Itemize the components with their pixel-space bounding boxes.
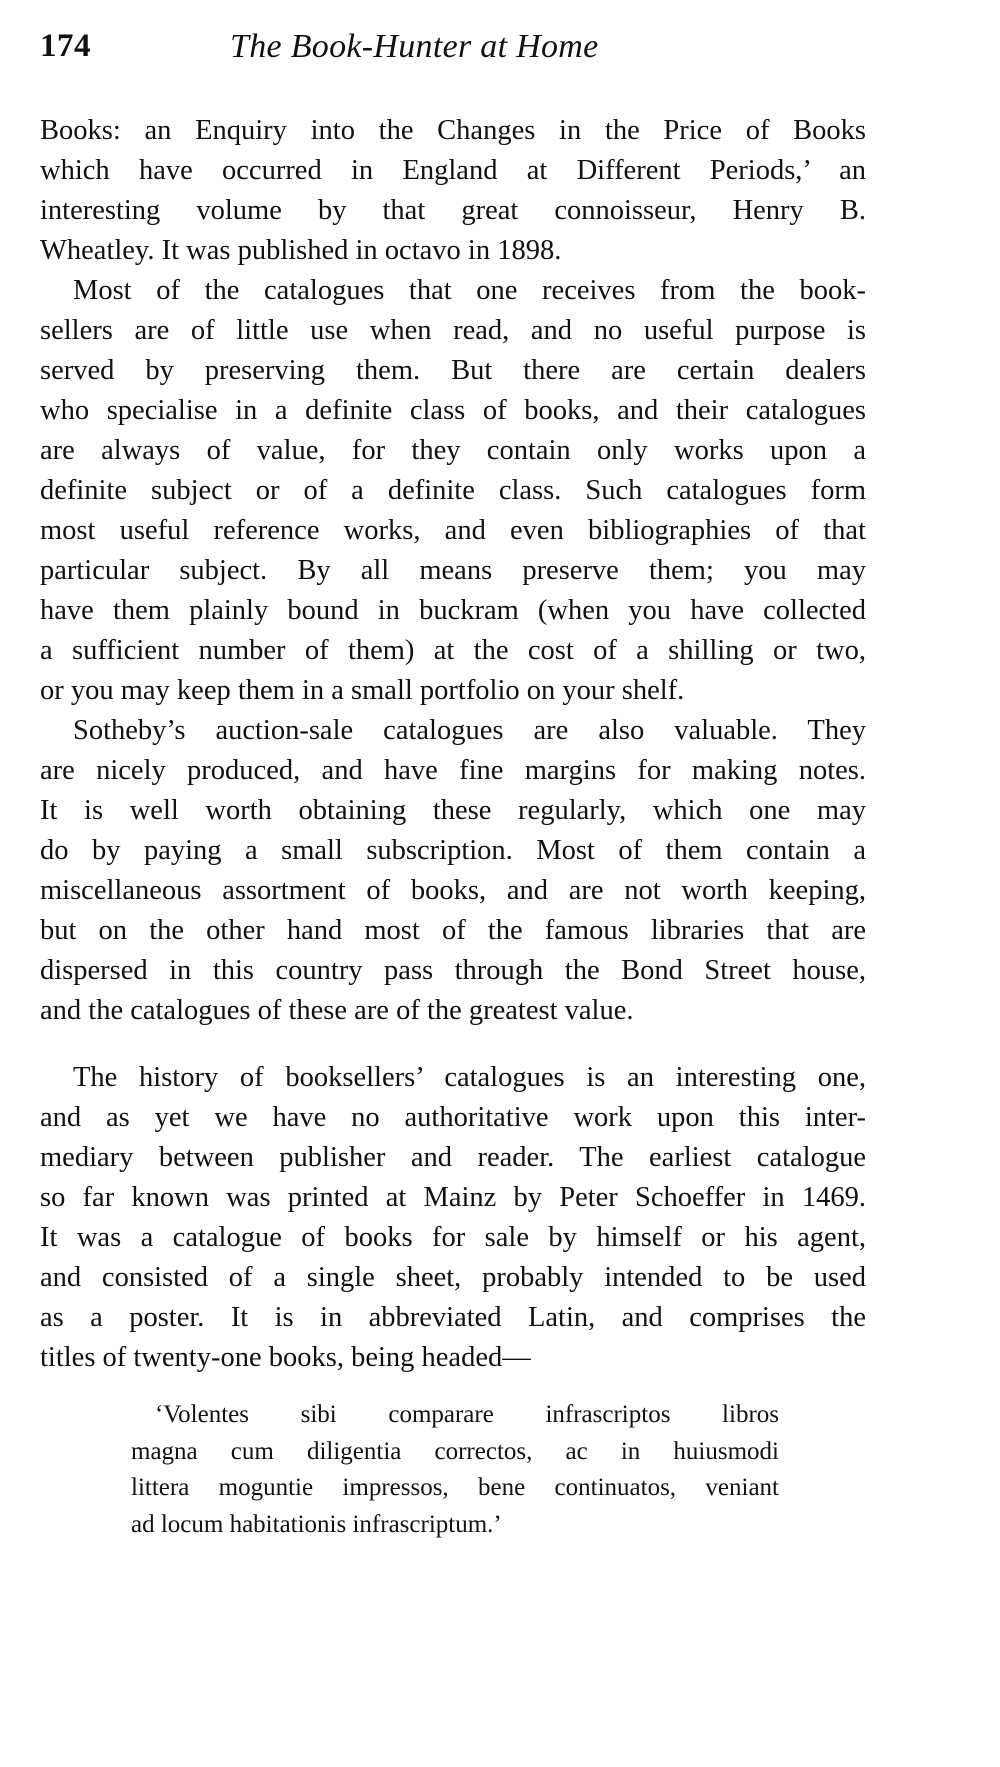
body-text (40, 111, 866, 1378)
text-line: Books: an Enquiry into the Changes in the Price of Books (40, 115, 866, 146)
text-line: are nicely produced, and have fine margins for making notes. (40, 755, 866, 786)
text-line: but on the other hand most of the famous libraries that are (40, 915, 866, 946)
text-line: and consisted of a single sheet, probably intended to be used (40, 1262, 866, 1293)
section-break (40, 1031, 866, 1058)
running-title: The Book-Hunter at Home (230, 28, 599, 65)
block-quote (131, 1397, 779, 1543)
text-line: a sufficient number of them) at the cost of a shilling or two, (40, 635, 866, 666)
text-line: most useful reference works, and even bibliographies of that (40, 515, 866, 546)
text-line: as a poster. It is in abbreviated Latin, and comprises the (40, 1302, 866, 1333)
text-line: Wheatley. It was published in octavo in 1898. (40, 235, 562, 266)
text-line: It was a catalogue of books for sale by himself or his agent, (40, 1222, 866, 1253)
paragraph-1 (40, 111, 866, 271)
paragraph-4 (40, 1058, 866, 1378)
text-line: served by preserving them. But there are certain dealers (40, 355, 866, 386)
text-line: definite subject or of a definite class. Such catalogues form (40, 475, 866, 506)
quote-line: ad locum habitationis infrascriptum.’ (131, 1510, 502, 1538)
page-header (40, 28, 870, 78)
text-line: miscellaneous assortment of books, and are not worth keeping, (40, 875, 866, 906)
text-line: particular subject. By all means preserve them; you may (40, 555, 866, 586)
text-line: who specialise in a definite class of books, and their catalogues (40, 395, 866, 426)
text-line: or you may keep them in a small portfolio on your shelf. (40, 675, 685, 706)
paragraph-2 (40, 271, 866, 711)
text-line: It is well worth obtaining these regularly, which one may (40, 795, 866, 826)
quote-line: ‘Volentes sibi comparare infrascriptos libros (155, 1401, 779, 1428)
text-line: titles of twenty-one books, being headed— (40, 1342, 531, 1373)
text-line: mediary between publisher and reader. The earliest catalogue (40, 1142, 866, 1173)
text-line: Most of the catalogues that one receives from the book- (73, 275, 866, 306)
text-line: interesting volume by that great connoisseur, Henry B. (40, 195, 866, 226)
text-line: so far known was printed at Mainz by Peter Schoeffer in 1469. (40, 1182, 866, 1213)
text-line: which have occurred in England at Different Periods,’ an (40, 155, 866, 186)
quote-line: littera moguntie impressos, bene continuatos, veniant (131, 1474, 779, 1501)
text-line: sellers are of little use when read, and no useful purpose is (40, 315, 866, 346)
text-line: have them plainly bound in buckram (when you have collected (40, 595, 866, 626)
text-line: are always of value, for they contain only works upon a (40, 435, 866, 466)
text-line: dispersed in this country pass through the Bond Street house, (40, 955, 866, 986)
text-line: and as yet we have no authoritative work upon this inter- (40, 1102, 866, 1133)
quote-line: magna cum diligentia correctos, ac in huiusmodi (131, 1437, 779, 1465)
text-line: The history of booksellers’ catalogues is an interesting one, (73, 1062, 866, 1093)
paragraph-3 (40, 711, 866, 1031)
text-line: and the catalogues of these are of the greatest value. (40, 995, 634, 1026)
page-number: 174 (40, 28, 91, 64)
text-line: do by paying a small subscription. Most of them contain a (40, 835, 866, 866)
text-line: Sotheby’s auction-sale catalogues are also valuable. They (73, 715, 866, 746)
